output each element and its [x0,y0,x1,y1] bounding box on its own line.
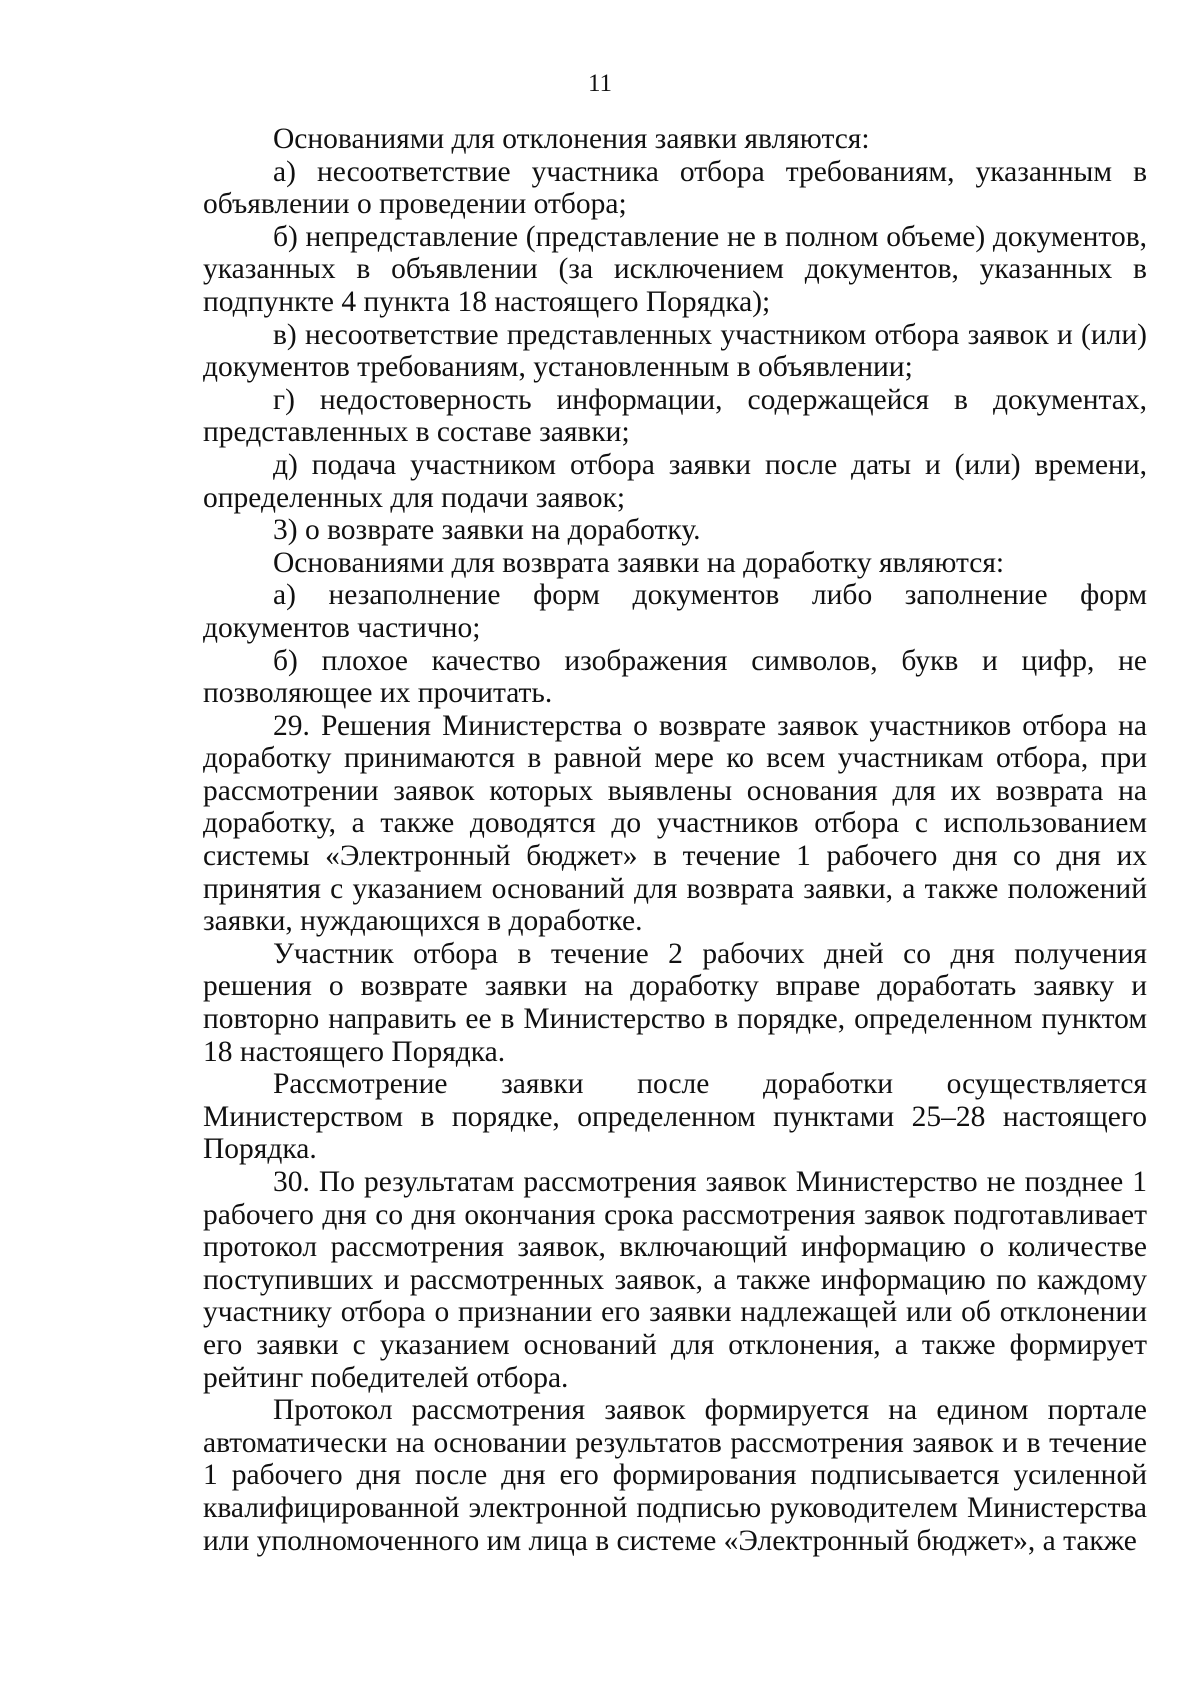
paragraph-return-a: а) незаполнение форм документов либо заполнение форм документов частично; [203,579,1147,644]
paragraph-return-b: б) плохое качество изображения символов, букв и цифр, не позволяющее их прочитать. [203,644,1147,710]
paragraph-return-grounds-intro: Основаниями для возврата заявки на доработку являются: [273,546,1005,579]
paragraph-review-after-rework: Рассмотрение заявки после доработки осуществляется Министерством в порядке, определенном пунктами 25–28 настоящего Порядка. [203,1068,1147,1166]
document-body [203,123,1147,1557]
page-number: 11 [587,70,613,97]
paragraph-clause-30: 30. По результатам рассмотрения заявок Министерство не позднее 1 рабочего дня со дня окончания срока рассмотрения заявок подготавливает протокол рассмотрения заявок, включающий информацию о количестве поступивших и рассмотренных заявок, а также информацию по каждому участнику отбора о признании его заявки надлежащей или об отклонении его заявки с указанием оснований для отклонения, а также формирует рейтинг победителей отбора. [203,1166,1147,1394]
paragraph-rejection-v: в) несоответствие представленных участником отбора заявок и (или) документов требованиям, установленным в объявлении; [203,318,1147,384]
paragraph-rejection-a: а) несоответствие участника отбора требованиям, указанным в объявлении о проведении отбора; [203,155,1147,221]
paragraph-clause-29: 29. Решения Министерства о возврате заявок участников отбора на доработку принимаются в равной мере ко всем участникам отбора, при рассмотрении заявок которых выявлены основания для их возврата на доработку, а также доводятся до участников отбора с использованием системы «Электронный бюджет» в течение 1 рабочего дня со дня их принятия с указанием оснований для возврата заявки, а также положений заявки, нуждающихся в доработке. [203,709,1147,938]
paragraph-rejection-g: г) недостоверность информации, содержащейся в документах, представленных в составе заявки; [203,383,1147,449]
paragraph-protocol: Протокол рассмотрения заявок формируется на едином портале автоматически на основании результатов рассмотрения заявок и в течение 1 рабочего дня после дня его формирования подписывается усиленной квалифицированной электронной подписью руководителем Министерства или уполномоченного им лица в системе «Электронный бюджет», а также [203,1394,1147,1557]
paragraph-rejection-b: б) непредставление (представление не в полном объеме) документов, указанных в объявлении (за исключением документов, указанных в подпункте 4 пункта 18 настоящего Порядка); [203,220,1147,318]
paragraph-rejection-d: д) подача участником отбора заявки после даты и (или) времени, определенных для подачи заявок; [203,448,1147,514]
paragraph-participant-rework: Участник отбора в течение 2 рабочих дней со дня получения решения о возврате заявки на доработку вправе доработать заявку и повторно направить ее в Министерство в порядке, определенном пунктом 18 настоящего Порядка. [203,937,1147,1068]
paragraph-rejection-grounds-intro: Основаниями для отклонения заявки являются: [273,123,870,155]
paragraph-return-item-3: 3) о возврате заявки на доработку. [273,514,701,547]
